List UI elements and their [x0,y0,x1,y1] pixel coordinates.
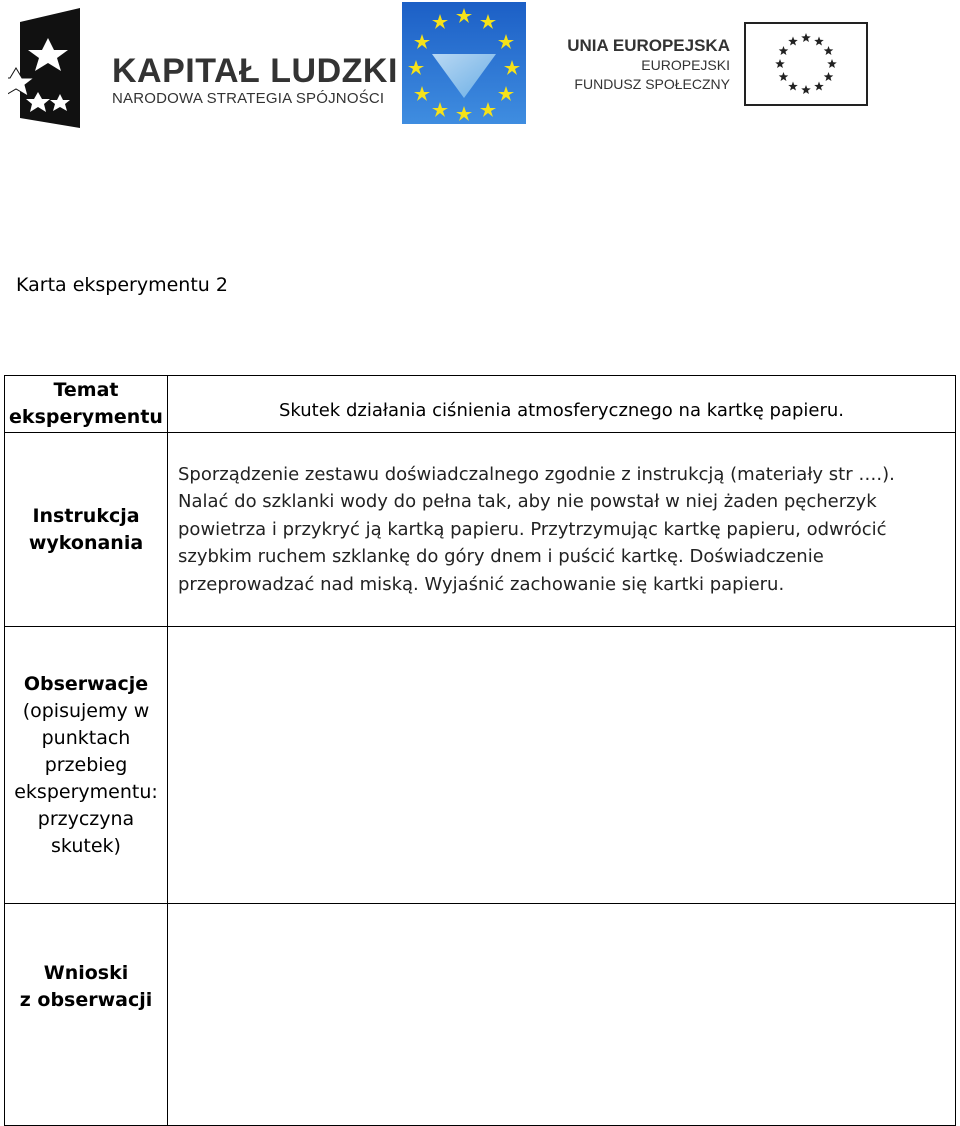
instruction-row [5,433,956,627]
kapital-ludzki-mark-icon [8,8,92,128]
program-logo [402,2,526,124]
kapital-ludzki-logo [8,8,398,128]
topic-row [5,376,956,433]
instruction-value-cell [168,433,956,627]
eu-flag-icon [744,22,868,106]
observations-value-cell [168,627,956,904]
kapital-ludzki-title: KAPITAŁ LUDZKI [112,52,398,90]
eu-title: UNIA EUROPEJSKA [567,36,730,55]
eu-fund-line1: EUROPEJSKI [641,57,730,73]
instruction-label-cell [5,433,168,627]
conclusions-label-cell [5,904,168,1126]
topic-value: Skutek działania ciśnienia atmosferycznego na kartkę papieru. [278,400,845,422]
topic-label: Temat eksperymentu [9,379,163,428]
observations-row [5,627,956,904]
kapital-ludzki-subtitle: NARODOWA STRATEGIA SPÓJNOŚCI [112,90,385,107]
instruction-label: Instrukcja wykonania [28,504,144,554]
observations-label-cell [5,627,168,904]
observations-hint: (opisujemy w punktach przebieg eksperymentu: przyczyna skutek) [14,699,158,857]
program-logo-emblem-icon [402,2,526,124]
topic-label-cell [5,376,168,433]
document-title: Karta eksperymentu 2 [16,274,228,296]
topic-value-cell [168,376,956,433]
instruction-setup: Sporządzenie zestawu doświadczalnego zgodnie z instrukcją (materiały str ….). [178,463,895,485]
experiment-card-table [4,375,956,1126]
eu-fund-line2: FUNDUSZ SPOŁECZNY [574,76,730,92]
conclusions-label: Wnioski z obserwacji [19,962,153,1011]
instruction-steps: Nalać do szklanki wody do pełna tak, aby nie powstał w niej żaden pęcherzyk powietrza i przykryć ją kartką papieru. Przytrzymując kartkę papieru, odwrócić szybkim ruchem szklankę do góry dnem i puścić kartkę. Doświadczenie przeprowadzać nad miską. Wyjaśnić zachowanie się kartki papieru. [178,491,887,595]
eu-social-fund-logo [567,22,868,106]
observations-label: Obserwacje [23,672,149,695]
conclusions-value-cell [168,904,956,1126]
conclusions-row [5,904,956,1126]
